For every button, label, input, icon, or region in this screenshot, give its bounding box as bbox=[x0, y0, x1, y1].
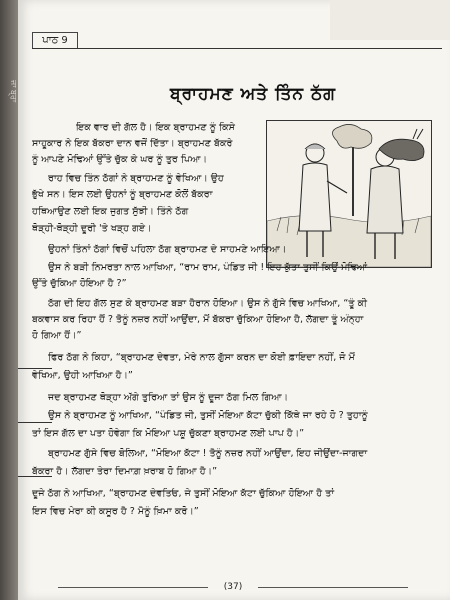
margin-pencil-line bbox=[18, 476, 52, 477]
text-line: ਬਕਵਾਸ ਕਰ ਰਿਹਾ ਹੈਂ ? ਤੈਨੂੰ ਨਜ਼ਰ ਨਹੀਂ ਆਉਂਦਾ, ਮੈਂ ਬੱਕਰਾ ਚੁੱਕਿਆ ਹੋਇਆ ਹੈ, ਲੱਗਦਾ ਤੂੰ ਅੰਨ੍ਹਾ bbox=[32, 314, 364, 325]
header-rule bbox=[32, 48, 442, 49]
text-line: ਰਾਹ ਵਿਚ ਤਿੰਨ ਠੱਗਾਂ ਨੇ ਬ੍ਰਾਹਮਣ ਨੂੰ ਵੇਖਿਆ। ਉਹ bbox=[48, 173, 224, 184]
footer-rule-left bbox=[58, 587, 208, 588]
text-line: ਵੇਖਿਆ, ਉਹੀ ਆਖਿਆ ਹੈ।” bbox=[32, 370, 133, 381]
text-line: ਉੱਤੇ ਚੁੱਕਿਆ ਹੋਇਆ ਹੈ ?” bbox=[32, 278, 127, 289]
text-line: ਭੁੱਖੇ ਸਨ। ਇਸ ਲਈ ਉਹਨਾਂ ਨੂੰ ਬ੍ਰਾਹਮਣ ਕੋਲੋਂ ਬੱਕਰਾ bbox=[32, 189, 213, 200]
text-line: ਫਿਰ ਠੱਗ ਨੇ ਕਿਹਾ, “ਬ੍ਰਾਹਮਣ ਦੇਵਤਾ, ਮੇਰੇ ਨਾਲ ਗੁੱਸਾ ਕਰਨ ਦਾ ਕੋਈ ਫ਼ਾਇਦਾ ਨਹੀਂ, ਜੋ ਮੈਂ bbox=[48, 352, 355, 363]
text-line: ਬ੍ਰਾਹਮਣ ਗੁੱਸੇ ਵਿਚ ਬੋਲਿਆ, “ਮੋਇਆ ਕੱਟਾ ! ਤੈਨੂੰ ਨਜ਼ਰ ਨਹੀਂ ਆਉਂਦਾ, ਇਹ ਜੀਉਂਦਾ-ਜਾਗਦਾ bbox=[48, 448, 368, 459]
text-line: ਇਕ ਵਾਰ ਦੀ ਗੱਲ ਹੈ। ਇਕ ਬ੍ਰਾਹਮਣ ਨੂੰ ਕਿਸੇ bbox=[76, 122, 235, 133]
text-line: ਤਾਂ ਇਸ ਗੱਲ ਦਾ ਪਤਾ ਹੋਵੇਗਾ ਕਿ ਮੋਇਆ ਪਸ਼ੂ ਚੁੱਕਣਾ ਬ੍ਰਾਹਮਣ ਲਈ ਪਾਪ ਹੈ।” bbox=[32, 428, 305, 439]
text-line: ਥੋੜ੍ਹੀ-ਥੋੜ੍ਹੀ ਦੂਰੀ 'ਤੇ ਖੜ੍ਹ ਗਏ। bbox=[32, 223, 152, 234]
text-line: ਹੋ ਗਿਆ ਹੈਂ।” bbox=[32, 330, 82, 341]
page-title: ਬ੍ਰਾਹਮਣ ਅਤੇ ਤਿੰਨ ਠੱਗ bbox=[170, 84, 336, 104]
text-line: ਬੱਕਰਾ ਹੈ। ਲੱਗਦਾ ਤੇਰਾ ਦਿਮਾਗ਼ ਖ਼ਰਾਬ ਹੋ ਗਿਆ ਹੈ।” bbox=[32, 466, 218, 477]
text-line: ਉਹਨਾਂ ਤਿੰਨਾਂ ਠੱਗਾਂ ਵਿਚੋਂ ਪਹਿਲਾ ਠੱਗ ਬ੍ਰਾਹਮਣ ਦੇ ਸਾਹਮਣੇ ਆਇਆ। bbox=[48, 244, 287, 255]
text-line: ਨੂੰ ਆਪਣੇ ਮੋਢਿਆਂ ਉੱਤੇ ਚੁੱਕ ਕੇ ਘਰ ਨੂੰ ਤੁਰ ਪਿਆ। bbox=[32, 154, 208, 165]
text-line: ਜਦ ਬ੍ਰਾਹਮਣ ਥੋੜ੍ਹਾ ਅੱਗੇ ਤੁਰਿਆ ਤਾਂ ਉਸ ਨੂੰ ਦੂਜਾ ਠੱਗ ਮਿਲ ਗਿਆ। bbox=[48, 392, 289, 403]
text-line: ਉਸ ਨੇ ਬੜੀ ਨਿਮਰਤਾ ਨਾਲ ਆਖਿਆ, “ਰਾਮ ਰਾਮ, ਪੰਡਿਤ ਜੀ ! ਇਹ ਕੁੱਤਾ ਤੁਸੀਂ ਕਿਉਂ ਮੋਢਿਆਂ bbox=[48, 262, 368, 273]
footer-rule-right bbox=[258, 587, 408, 588]
facing-page-edge bbox=[330, 0, 450, 40]
text-line: ਸਾਹੂਕਾਰ ਨੇ ਇਕ ਬੱਕਰਾ ਦਾਨ ਵਜੋਂ ਦਿੱਤਾ। ਬ੍ਰਾਹਮਣ ਬੱਕਰੇ bbox=[32, 138, 233, 149]
text-line: ਹਥਿਆਉਣ ਲਈ ਇਕ ਜੁਗਤ ਸੁੱਝੀ। ਤਿੰਨੇ ਠੱਗ bbox=[32, 206, 189, 217]
page-number: (37) bbox=[223, 582, 243, 592]
margin-pencil-line bbox=[18, 368, 52, 369]
text-line: ਇਸ ਵਿਚ ਮੇਰਾ ਕੀ ਕਸੂਰ ਹੈ ? ਮੈਨੂੰ ਖ਼ਿਮਾ ਕਰੋ।” bbox=[32, 506, 199, 517]
book-page bbox=[18, 0, 450, 600]
text-line: ਠੱਗ ਦੀ ਇਹ ਗੱਲ ਸੁਣ ਕੇ ਬ੍ਰਾਹਮਣ ਬੜਾ ਹੈਰਾਨ ਹੋਇਆ। ਉਸ ਨੇ ਗੁੱਸੇ ਵਿਚ ਆਖਿਆ, “ਤੂੰ ਕੀ bbox=[48, 298, 367, 309]
margin-text: ਜਾ ਬ੍ਰਾ bbox=[9, 80, 18, 103]
text-line: ਦੂਜੇ ਠੱਗ ਨੇ ਆਖਿਆ, “ਬ੍ਰਾਹਮਣ ਦੇਵਤਿਓ, ਜੇ ਤੁਸੀਂ ਮੋਇਆ ਕੱਟਾ ਚੁੱਕਿਆ ਹੋਇਆ ਹੈ ਤਾਂ bbox=[32, 488, 335, 499]
lesson-label: ਪਾਠ 9 bbox=[32, 32, 78, 49]
text-line: ਉਸ ਨੇ ਬ੍ਰਾਹਮਣ ਨੂੰ ਆਖਿਆ, “ਪੰਡਿਤ ਜੀ, ਤੁਸੀਂ ਮੋਇਆ ਕੱਟਾ ਚੁੱਕੀ ਕਿੱਥੇ ਜਾ ਰਹੇ ਹੋ ? ਤੁਹਾਨੂੰ bbox=[48, 410, 368, 421]
margin-pencil-line bbox=[18, 422, 52, 423]
